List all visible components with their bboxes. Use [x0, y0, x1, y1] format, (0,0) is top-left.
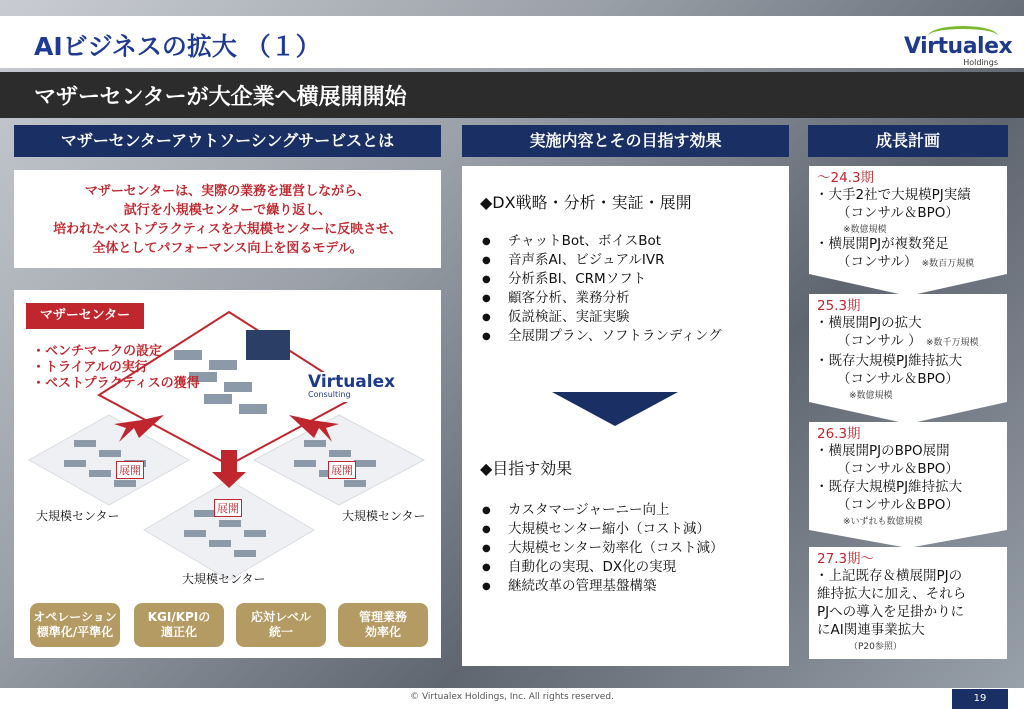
- model-line: 培われたベストプラクティスを大規模センターに反映させ、: [53, 222, 402, 237]
- plan-line: ・既存大規模PJ維持拡大: [815, 353, 963, 369]
- large-center-caption: 大規模センター: [342, 509, 426, 523]
- list-item: ● 継続改革の管理基盤構築: [480, 577, 723, 596]
- section-title-effects: ◆目指す効果: [480, 459, 573, 478]
- plan-line: ・既存大規模PJ維持拡大: [815, 479, 963, 495]
- column-header-actions: 実施内容とその目指す効果: [462, 125, 789, 157]
- plan-line: （コンサル＆BPO）: [837, 205, 959, 221]
- benefit-pill: KGI/KPIの 適正化: [134, 603, 224, 647]
- list-item: ● 顧客分析、業務分析: [480, 289, 722, 308]
- plan-note: ※数千万規模: [925, 338, 979, 348]
- plan-block: [809, 294, 1007, 402]
- plan-period: ～24.3期: [817, 170, 875, 186]
- plan-note: ※数億規模: [843, 225, 887, 235]
- plan-arrow: [809, 530, 1007, 548]
- list-item: ● 全展開プラン、ソフトランディング: [480, 327, 722, 346]
- page-number: 19: [952, 689, 1008, 709]
- effects-list: [480, 501, 723, 596]
- plan-period: 27.3期～: [817, 551, 875, 567]
- list-item: ● カスタマージャーニー向上: [480, 501, 723, 520]
- list-item: ● チャットBot、ボイスBot: [480, 232, 722, 251]
- consulting-logo-word: Virtualex: [308, 372, 396, 392]
- plan-line: にAI関連事業拡大: [817, 622, 925, 638]
- plan-line: ・横展開PJが複数発足: [815, 236, 949, 252]
- expand-tag: 展開: [328, 461, 356, 479]
- down-arrow-icon: [552, 392, 678, 426]
- model-line: マザーセンターは、実際の業務を運営しながら、: [84, 184, 371, 199]
- plan-block: [809, 547, 1007, 659]
- plan-period: 26.3期: [817, 426, 861, 442]
- logo-wordmark: Virtualex: [904, 34, 1013, 59]
- plan-line: （コンサル＆BPO）: [837, 371, 959, 387]
- plan-line: 維持拡大に加え、それら: [817, 586, 967, 602]
- large-center-caption: 大規模センター: [36, 509, 120, 523]
- plan-line: ・上記既存＆横展開PJの: [815, 568, 963, 584]
- benefit-pill: 応対レベル 統一: [236, 603, 326, 647]
- plan-block: [809, 166, 1007, 274]
- list-item: ● 大規模センター効率化（コスト減）: [480, 539, 723, 558]
- plan-line: ・大手2社で大規模PJ実績: [815, 187, 971, 203]
- plan-line: PJへの導入を足掛かりに: [817, 604, 965, 620]
- list-item: ● 分析系BI、CRMソフト: [480, 270, 722, 289]
- consulting-logo: [308, 372, 404, 402]
- plan-line: ・横展開PJのBPO展開: [815, 443, 950, 459]
- plan-arrow: [809, 402, 1007, 424]
- model-description: [14, 170, 441, 268]
- benefit-pill: 管理業務 効率化: [338, 603, 428, 647]
- dx-list: [480, 232, 722, 346]
- plan-note: ※数百万規模: [921, 259, 975, 269]
- slide-title: AIビジネスの拡大 （１）: [34, 32, 321, 61]
- large-center-caption: 大規模センター: [182, 572, 266, 586]
- plan-line: （コンサル ）: [837, 333, 922, 349]
- list-item: ● 大規模センター縮小（コスト減）: [480, 520, 723, 539]
- section-title-dx: ◆DX戦略・分析・実証・展開: [480, 193, 692, 212]
- plan-note: （P20参照）: [849, 642, 902, 652]
- column-header-plan: 成長計画: [808, 125, 1008, 157]
- plan-block: [809, 422, 1007, 530]
- logo-sub: Holdings: [963, 58, 998, 67]
- plan-note: ※いずれも数億規模: [843, 517, 923, 527]
- mother-center-bullets: [32, 344, 200, 392]
- list-item: ● 音声系AI、ビジュアルIVR: [480, 251, 722, 270]
- list-item: ● 自動化の実現、DX化の実現: [480, 558, 723, 577]
- bullet-item: ・ ベンチマークの設定: [32, 344, 200, 360]
- expand-tag: 展開: [214, 499, 242, 517]
- plan-line: （コンサル＆BPO）: [837, 497, 959, 513]
- plan-note: ※数億規模: [849, 391, 893, 401]
- plan-period: 25.3期: [817, 298, 861, 314]
- plan-line: （コンサル＆BPO）: [837, 461, 959, 477]
- consulting-logo-sub: Consulting: [308, 390, 351, 399]
- plan-line: （コンサル）: [837, 254, 918, 270]
- expand-tag: 展開: [116, 461, 144, 479]
- bullet-item: ・ ベストプラクティスの獲得: [32, 376, 200, 392]
- company-logo: [898, 24, 1013, 72]
- mother-center-label: マザーセンター: [26, 303, 144, 329]
- list-item: ● 仮説検証、実証実験: [480, 308, 722, 327]
- column-header-service: マザーセンターアウトソーシングサービスとは: [14, 125, 441, 157]
- bullet-item: ・ トライアルの実行: [32, 360, 200, 376]
- model-line: 全体としてパフォーマンス向上を図るモデル。: [92, 241, 363, 256]
- plan-arrow: [809, 274, 1007, 296]
- benefit-pill: オペレーション 標準化/平準化: [30, 603, 120, 647]
- model-line: 試行を小規模センターで繰り返し、: [123, 203, 332, 218]
- copyright: © Virtualex Holdings, Inc. All rights reserved.: [410, 692, 614, 702]
- plan-line: ・横展開PJの拡大: [815, 315, 922, 331]
- slide-subtitle: マザーセンターが大企業へ横展開開始: [34, 85, 407, 110]
